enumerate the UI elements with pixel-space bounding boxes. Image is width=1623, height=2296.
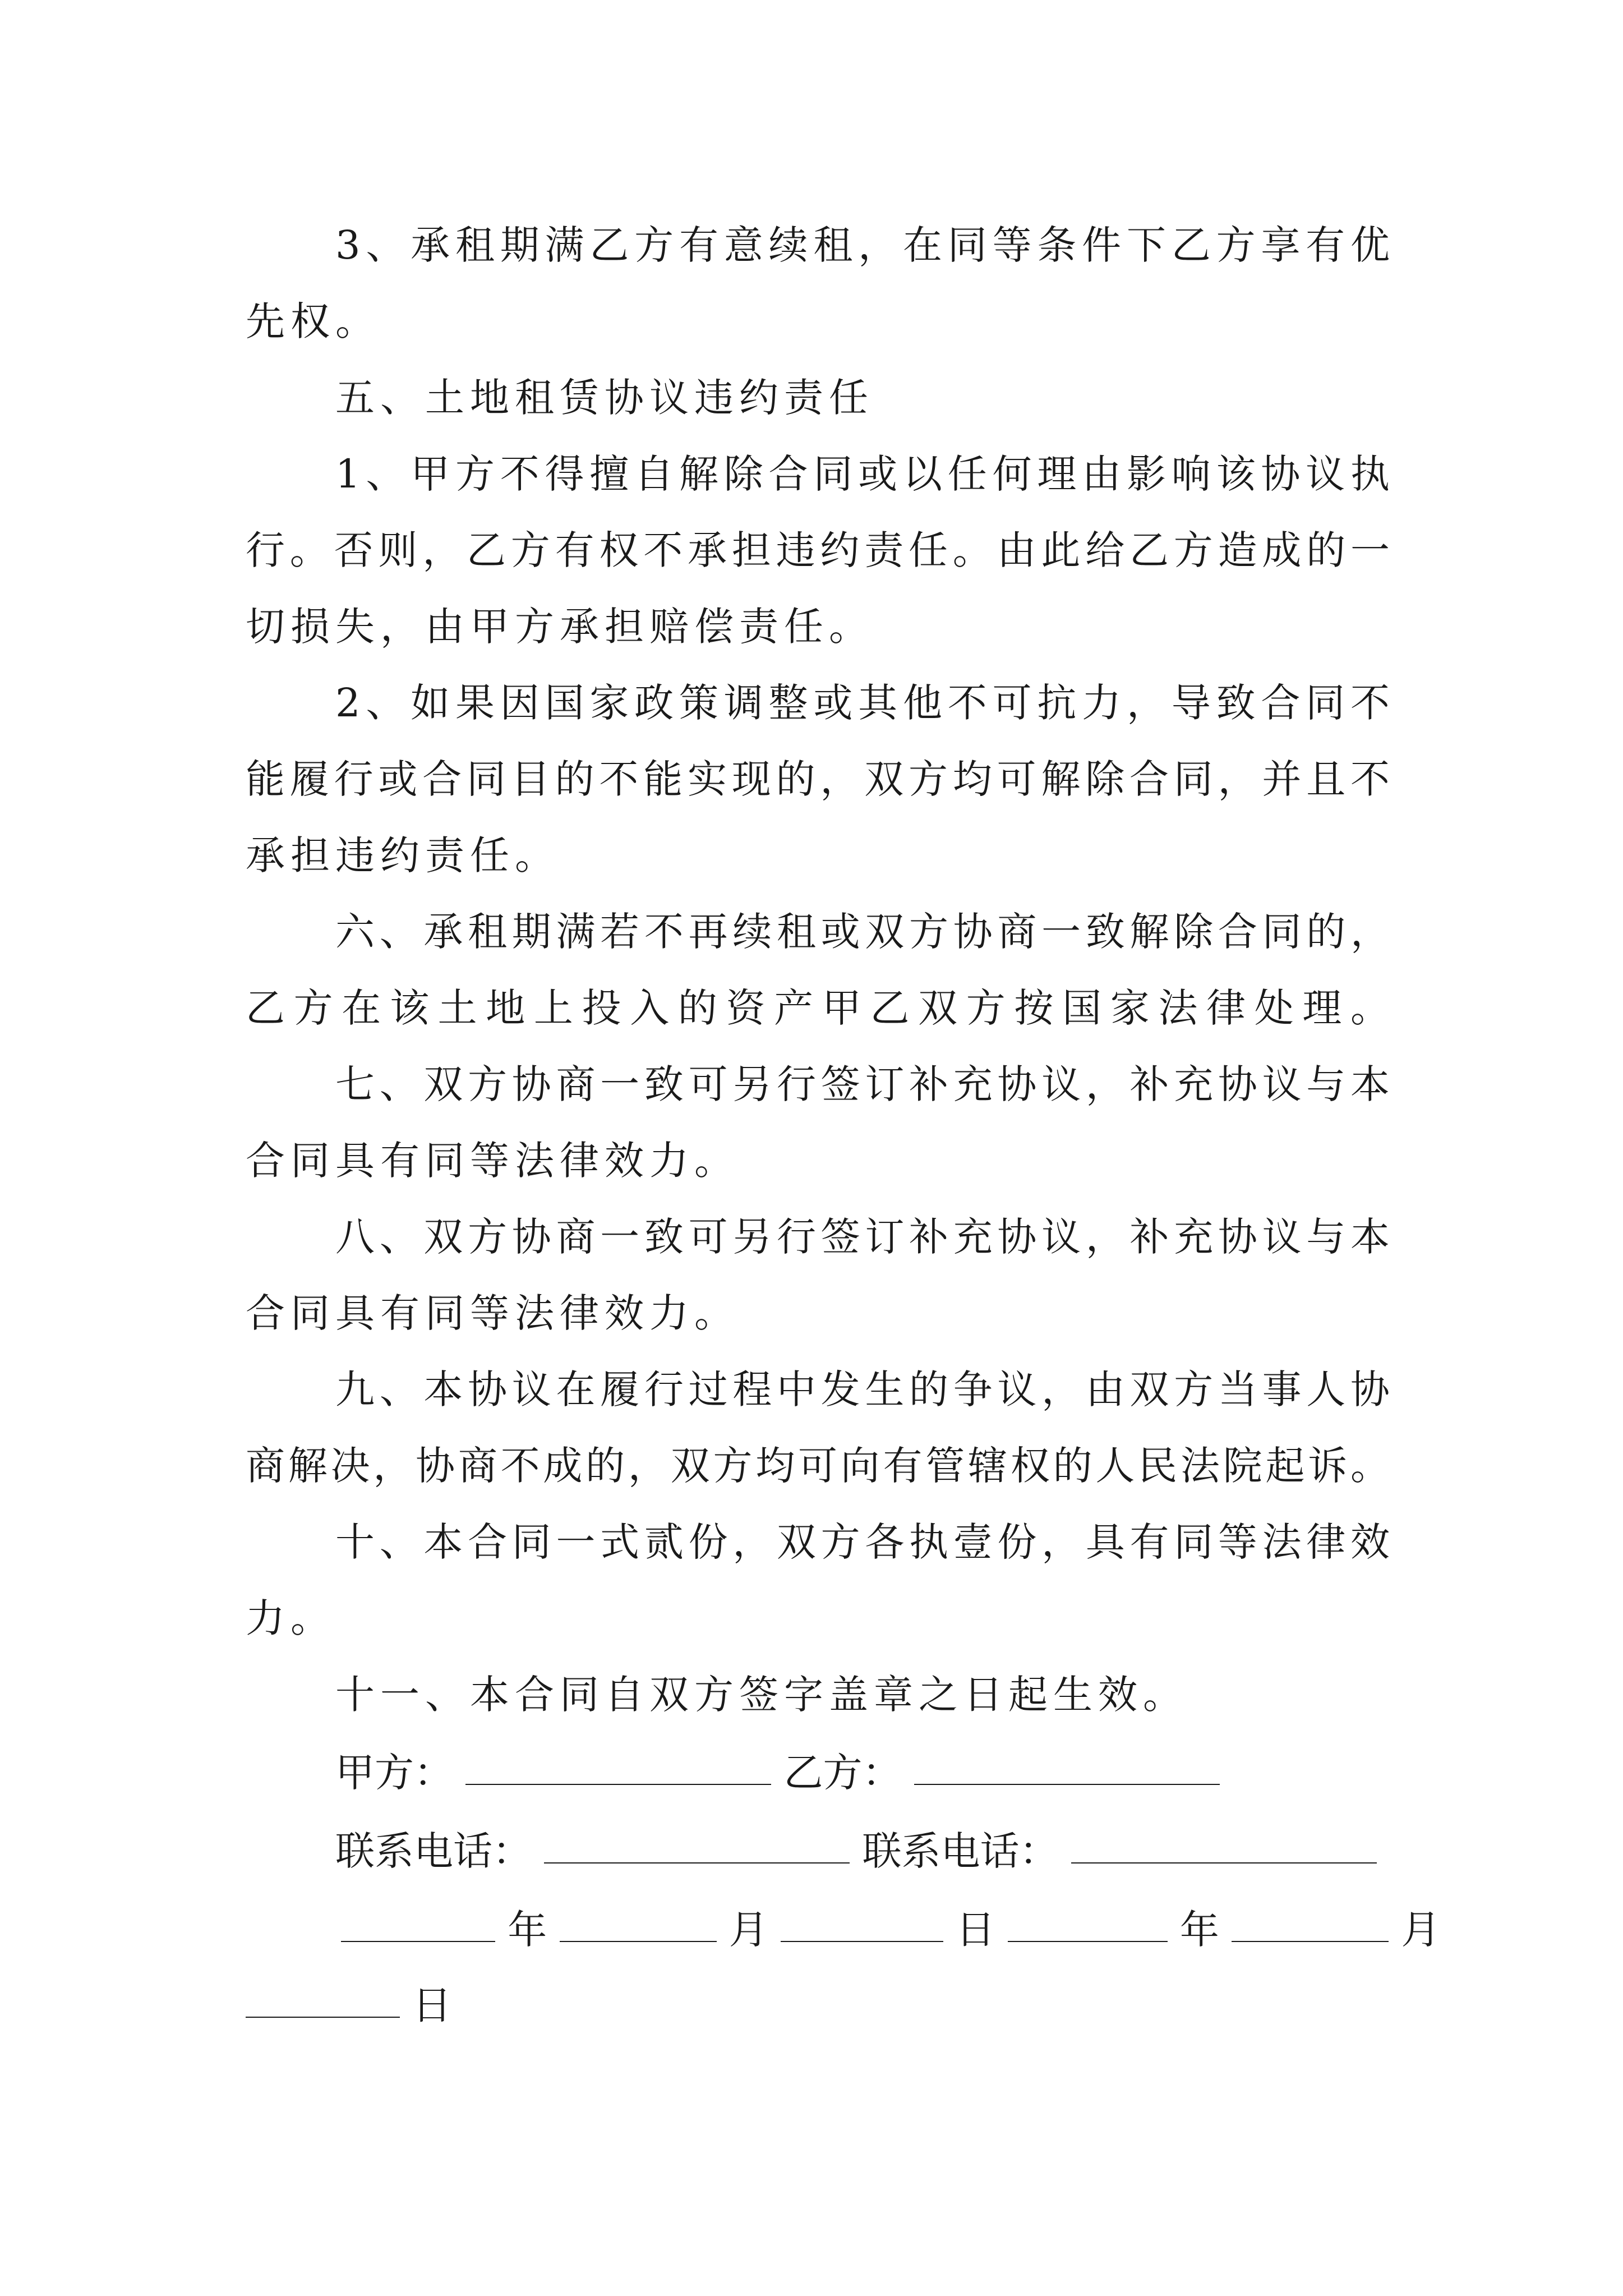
phone-b-field[interactable] [1071, 1823, 1377, 1864]
paragraph-line: 乙方在该土地上投入的资产甲乙双方按国家法律处理。 [246, 985, 1390, 1031]
paragraph-line: 六、承租期满若不再续租或双方协商一致解除合同的， [335, 909, 1390, 955]
phone-row [335, 1823, 1377, 1879]
paragraph-line: 九、本协议在履行过程中发生的争议，由双方当事人协 [335, 1366, 1390, 1412]
paragraph-line: 行。否则，乙方有权不承担违约责任。由此给乙方造成的一 [246, 527, 1390, 573]
year-label: 年 [508, 1907, 547, 1953]
year-label: 年 [1179, 1907, 1219, 1953]
party-a-year-field[interactable] [341, 1902, 495, 1942]
paragraph-line: 商解决，协商不成的，双方均可向有管辖权的人民法院起诉。 [246, 1443, 1390, 1489]
party-b-signature-field[interactable] [914, 1745, 1220, 1785]
paragraph-line: 合同具有同等法律效力。 [246, 1138, 739, 1184]
party-signature-row [335, 1745, 1220, 1801]
paragraph-line: 七、双方协商一致可另行签订补充协议，补充协议与本 [335, 1061, 1390, 1107]
party-b-label: 乙方： [783, 1750, 902, 1796]
day-label: 日 [412, 1982, 452, 2028]
party-a-signature-field[interactable] [465, 1745, 771, 1785]
date-row-continued [246, 1977, 451, 2033]
paragraph-line: 2、如果因国家政策调整或其他不可抗力，导致合同不 [335, 680, 1390, 726]
party-a-month-field[interactable] [560, 1902, 717, 1942]
month-label: 月 [1401, 1907, 1441, 1953]
day-label: 日 [956, 1907, 995, 1953]
paragraph-line: 能履行或合同目的不能实现的，双方均可解除合同，并且不 [246, 756, 1390, 802]
party-b-day-field[interactable] [246, 1977, 400, 2018]
phone-a-field[interactable] [544, 1823, 850, 1864]
party-a-label: 甲方： [335, 1750, 453, 1796]
paragraph-line: 3、承租期满乙方有意续租，在同等条件下乙方享有优 [335, 222, 1390, 268]
party-a-day-field[interactable] [781, 1902, 943, 1942]
paragraph-line: 十、本合同一式贰份，双方各执壹份，具有同等法律效 [335, 1519, 1390, 1565]
section-heading: 五、土地租赁协议违约责任 [335, 375, 874, 421]
party-b-year-field[interactable] [1008, 1902, 1168, 1942]
paragraph-line: 力。 [246, 1595, 335, 1641]
party-b-month-field[interactable] [1232, 1902, 1389, 1942]
paragraph-line: 合同具有同等法律效力。 [246, 1290, 739, 1336]
month-label: 月 [728, 1907, 768, 1953]
paragraph-line: 十一、本合同自双方签字盖章之日起生效。 [335, 1672, 1188, 1718]
paragraph-line: 八、双方协商一致可另行签订补充协议，补充协议与本 [335, 1214, 1390, 1260]
phone-a-label: 联系电话： [335, 1828, 532, 1874]
date-row [341, 1902, 1440, 1958]
paragraph-line: 1、甲方不得擅自解除合同或以任何理由影响该协议执 [335, 451, 1390, 497]
phone-b-label: 联系电话： [862, 1828, 1059, 1874]
paragraph-line: 承担违约责任。 [246, 832, 560, 878]
paragraph-line: 切损失，由甲方承担赔偿责任。 [246, 604, 874, 650]
paragraph-line: 先权。 [246, 298, 380, 344]
